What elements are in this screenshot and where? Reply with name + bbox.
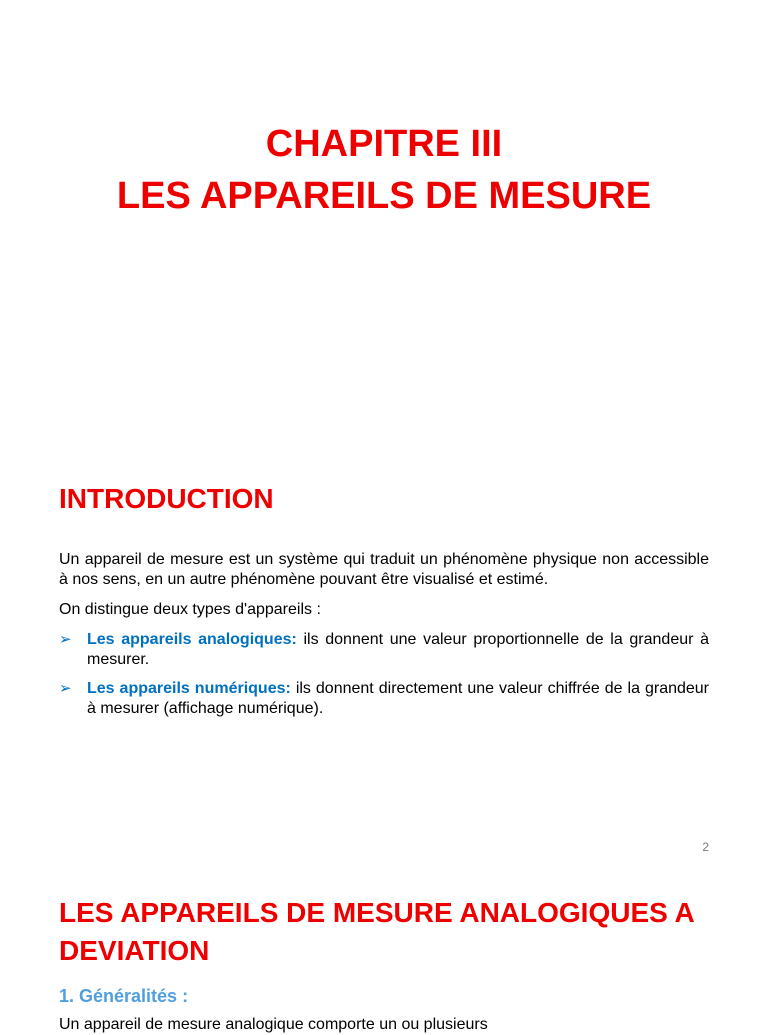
truncated-paragraph: Un appareil de mesure analogique comporte un ou plusieurs: [59, 1016, 488, 1033]
page-number: 2: [702, 840, 709, 854]
bullet-description: ils donnent une valeur proportionnelle de la grandeur à mesurer.: [87, 631, 709, 668]
slide-title: [0, 118, 768, 222]
analog-devices-heading: LES APPAREILS DE MESURE ANALOGIQUES A DEVIATION: [59, 897, 694, 966]
arrow-bullet-icon: ➢: [59, 680, 72, 697]
arrow-bullet-icon: ➢: [59, 631, 72, 648]
introduction-slide: [0, 440, 768, 870]
chapter-title: CHAPITRE III: [265, 123, 503, 165]
analog-devices-slide: [0, 870, 768, 1033]
title-slide: [0, 0, 768, 440]
bullet-term: Les appareils numériques:: [87, 680, 291, 697]
generalites-subheading: 1. Généralités :: [59, 986, 189, 1006]
bullet-term: Les appareils analogiques:: [87, 631, 297, 648]
introduction-paragraph: Un appareil de mesure est un système qui traduit un phénomène physique non accessible à nos sens, en un autre phénomène pouvant être visualisé et estimé.: [59, 551, 709, 588]
bullet-description: ils donnent directement une valeur chiffrée de la grandeur à mesurer (affichage numérique).: [87, 680, 710, 717]
chapter-subtitle: LES APPAREILS DE MESURE: [116, 175, 652, 217]
types-sentence: On distingue deux types d'appareils :: [59, 601, 321, 618]
introduction-heading: INTRODUCTION: [59, 483, 274, 514]
